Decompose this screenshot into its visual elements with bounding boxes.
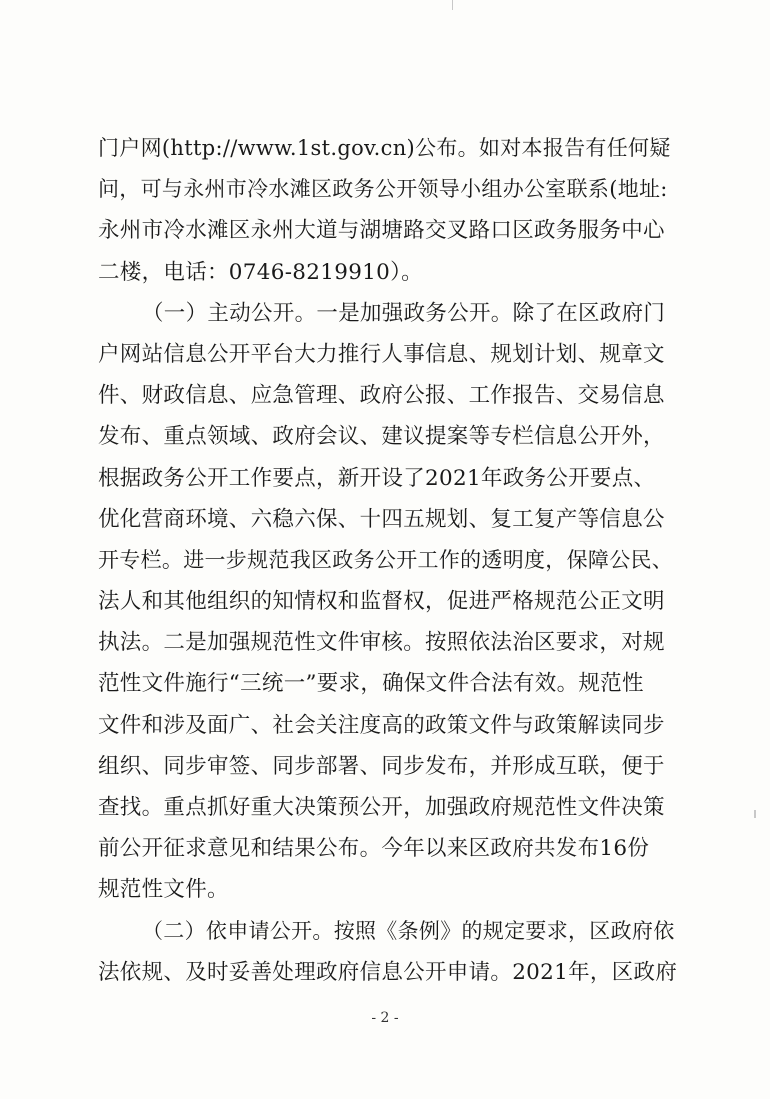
section-heading-line: （二）依申请公开。按照《条例》的规定要求，区政府依 — [142, 918, 675, 943]
paragraph-line: 前公开征求意见和结果公布。今年以来区政府共发布16份 — [98, 836, 650, 862]
paragraph-line: 发布、重点领域、政府会议、建议提案等专栏信息公开外， — [98, 424, 665, 450]
paragraph-line: 文件和涉及面广、社会关注度高的政策文件与政策解读同步 — [98, 712, 665, 738]
paragraph-line: 执法。二是加强规范性文件审核。按照依法治区要求，对规 — [98, 630, 665, 656]
paragraph-line: 根据政务公开工作要点，新开设了2021年政务公开要点、 — [98, 465, 656, 491]
paragraph-line: 规范性文件。 — [98, 877, 229, 903]
paragraph-line: 门户网(http://www.1st.gov.cn)公布。如对本报告有任何疑 — [98, 136, 671, 160]
paragraph-line: 开专栏。进一步规范我区政务公开工作的透明度，保障公民、 — [98, 547, 674, 572]
scan-mark — [452, 0, 453, 10]
paragraph-line: 法人和其他组织的知情权和监督权，促进严格规范公正文明 — [98, 589, 665, 615]
paragraph-line: 户网站信息公开平台大力推行人事信息、规划计划、规章文 — [98, 341, 665, 367]
paragraph-line: 二楼，电话：0746-8219910）。 — [98, 259, 423, 285]
paragraph-line: 组织、同步审签、同步部署、同步发布，并形成互联，便于 — [98, 753, 665, 779]
section-heading-line: （一）主动公开。一是加强政务公开。除了在区政府门 — [142, 300, 666, 326]
body-text — [98, 128, 678, 993]
paragraph-line: 范性文件施行“三统一”要求，确保文件合法有效。规范性 — [98, 671, 644, 697]
paragraph-line: 永州市冷水滩区永州大道与湖塘路交叉路口区政务服务中心 — [98, 218, 665, 244]
page-number: - 2 - — [371, 1010, 399, 1026]
paragraph-line: 查找。重点抓好重大决策预公开，加强政府规范性文件决策 — [98, 795, 665, 820]
paragraph-line: 件、财政信息、应急管理、政府公报、工作报告、交易信息 — [98, 383, 665, 409]
paragraph-line: 问，可与永州市冷水滩区政务公开领导小组办公室联系(地址: — [98, 177, 668, 202]
scan-mark — [754, 810, 756, 818]
paragraph-line: 优化营商环境、六稳六保、十四五规划、复工复产等信息公 — [98, 506, 665, 532]
paragraph-line: 法依规、及时妥善处理政府信息公开申请。2021年，区政府 — [98, 959, 678, 985]
